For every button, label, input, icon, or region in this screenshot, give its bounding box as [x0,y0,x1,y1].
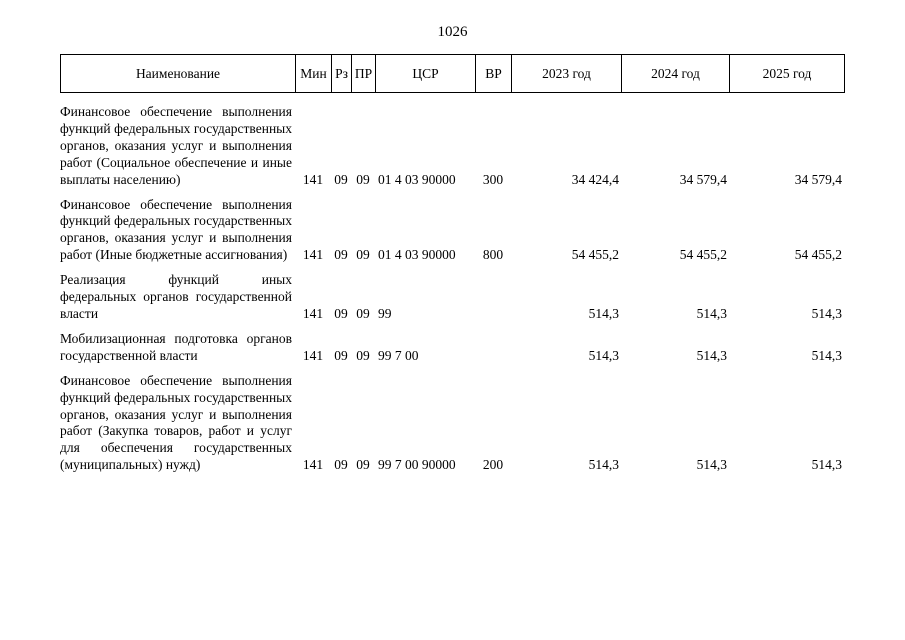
row-2023: 514,3 [588,305,619,321]
row-rz: 09 [334,171,348,187]
row-min: 141 [302,247,324,263]
row-rz: 09 [334,247,348,263]
page-number: 1026 [437,24,468,40]
row-pr: 09 [356,457,370,473]
row-2025: 34 579,4 [794,171,842,187]
row-rz: 09 [334,457,348,473]
row-name: Финансовое обеспечение выполнения функций федеральных государственных органов, оказания услуг и выполнения работ (Закупка товаров, работ и услуг для обеспечения государственных (муниципальных) нужд) [60,372,292,473]
row-2023: 514,3 [588,347,619,363]
header-csr: ЦСР [376,55,476,93]
header-min: Мин [296,55,332,93]
row-vr: 300 [482,171,504,187]
row-2025: 54 455,2 [794,247,842,263]
row-vr: 800 [482,247,504,263]
row-pr: 09 [356,247,370,263]
row-csr: 01 4 03 90000 [378,171,456,187]
row-2023: 514,3 [588,457,619,473]
header-name: Наименование [61,55,296,93]
header-pr: ПР [352,55,376,93]
row-2025: 514,3 [811,457,842,473]
row-min: 141 [302,457,324,473]
row-rz: 09 [334,305,348,321]
row-min: 141 [302,347,324,363]
table-row [60,264,844,323]
row-2025: 514,3 [811,347,842,363]
row-pr: 09 [356,171,370,187]
row-2023: 54 455,2 [571,247,619,263]
row-2024: 514,3 [696,347,727,363]
table-row [60,365,844,474]
table-body [60,96,844,474]
row-2024: 54 455,2 [679,247,727,263]
table-row [60,189,844,265]
row-min: 141 [302,171,324,187]
row-csr: 01 4 03 90000 [378,247,456,263]
row-pr: 09 [356,347,370,363]
row-csr: 99 7 00 [378,347,419,363]
row-vr [475,323,511,365]
row-name: Мобилизационная подготовка органов государственной власти [60,330,292,363]
table-header [60,54,845,93]
row-vr: 200 [482,457,504,473]
row-rz: 09 [334,347,348,363]
row-2023: 34 424,4 [571,171,619,187]
row-2024: 514,3 [696,305,727,321]
row-name: Финансовое обеспечение выполнения функций федеральных государственных органов, оказания услуг и выполнения работ (Социальное обеспечение и иные выплаты населению) [60,104,292,187]
row-name: Реализация функций иных федеральных органов государственной власти [60,272,292,321]
header-2025: 2025 год [730,55,845,93]
header-2024: 2024 год [622,55,730,93]
row-csr: 99 [378,305,392,321]
header-vr: ВР [476,55,512,93]
row-pr: 09 [356,305,370,321]
row-2024: 34 579,4 [679,171,727,187]
row-2024: 514,3 [696,457,727,473]
row-name: Финансовое обеспечение выполнения функций федеральных государственных органов, оказания услуг и выполнения работ (Иные бюджетные ассигнования) [60,196,292,263]
header-rz: Рз [332,55,352,93]
row-csr: 99 7 00 90000 [378,457,456,473]
row-2025: 514,3 [811,305,842,321]
row-min: 141 [302,305,324,321]
table-row [60,323,844,365]
table-row [60,96,844,189]
header-2023: 2023 год [512,55,622,93]
row-vr [475,264,511,323]
